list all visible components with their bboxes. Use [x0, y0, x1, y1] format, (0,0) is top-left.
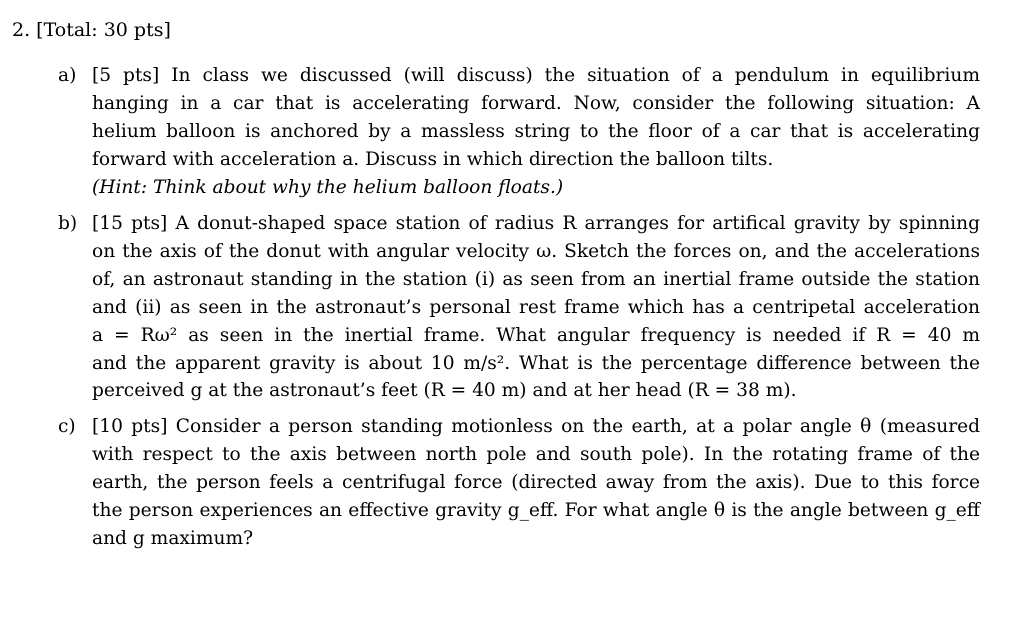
item-c-line-1: [10 pts] Consider a person standing motionless on the earth, at a polar angle θ (measured [92, 416, 980, 437]
item-b-line-4: and (ii) as seen in the astronaut’s personal rest frame which has a centripetal acceleration [92, 296, 980, 318]
item-a-hint: (Hint: Think about why the helium balloon floats.) [92, 176, 564, 198]
item-b-line-3: of, an astronaut standing in the station (i) as seen from an inertial frame outside the station [92, 268, 980, 290]
item-b-line-1: [15 pts] A donut-shaped space station of radius R arranges for artifical gravity by spinning [92, 213, 980, 234]
item-b-line-5: a = Rω² as seen in the inertial frame. What angular frequency is needed if R = 40 m [92, 324, 980, 346]
item-a-body [92, 62, 980, 202]
item-b-body [92, 210, 980, 405]
item-c-line-4: the person experiences an effective gravity g_eff. For what angle θ is the angle between g_eff [92, 499, 980, 521]
item-c-body [92, 413, 980, 553]
item-a-line-3: helium balloon is anchored by a massless string to the floor of a car that is accelerating [92, 120, 980, 142]
item-a-label: a) [58, 65, 77, 86]
item-b-line-6: and the apparent gravity is about 10 m/s². What is the percentage difference between the [92, 352, 980, 374]
item-c-line-3: earth, the person feels a centrifugal force (directed away from the axis). Due to this force [92, 471, 980, 493]
item-b-line-7: perceived g at the astronaut’s feet (R = 40 m) and at her head (R = 38 m). [92, 380, 797, 402]
item-b-line-2: on the axis of the donut with angular velocity ω. Sketch the forces on, and the accelerations [92, 240, 980, 262]
item-a-line-2: hanging in a car that is accelerating forward. Now, consider the following situation: A [92, 92, 980, 114]
problem-heading: 2. [Total: 30 pts] [12, 19, 171, 41]
item-a-line-1: [5 pts] In class we discussed (will discuss) the situation of a pendulum in equilibrium [92, 65, 980, 86]
item-a-line-4: forward with acceleration a. Discuss in which direction the balloon tilts. [92, 148, 774, 170]
item-b-label: b) [58, 213, 78, 234]
item-c-line-2: with respect to the axis between north pole and south pole). In the rotating frame of the [92, 443, 980, 465]
item-c-line-5: and g maximum? [92, 527, 254, 549]
item-c-label: c) [58, 416, 76, 437]
